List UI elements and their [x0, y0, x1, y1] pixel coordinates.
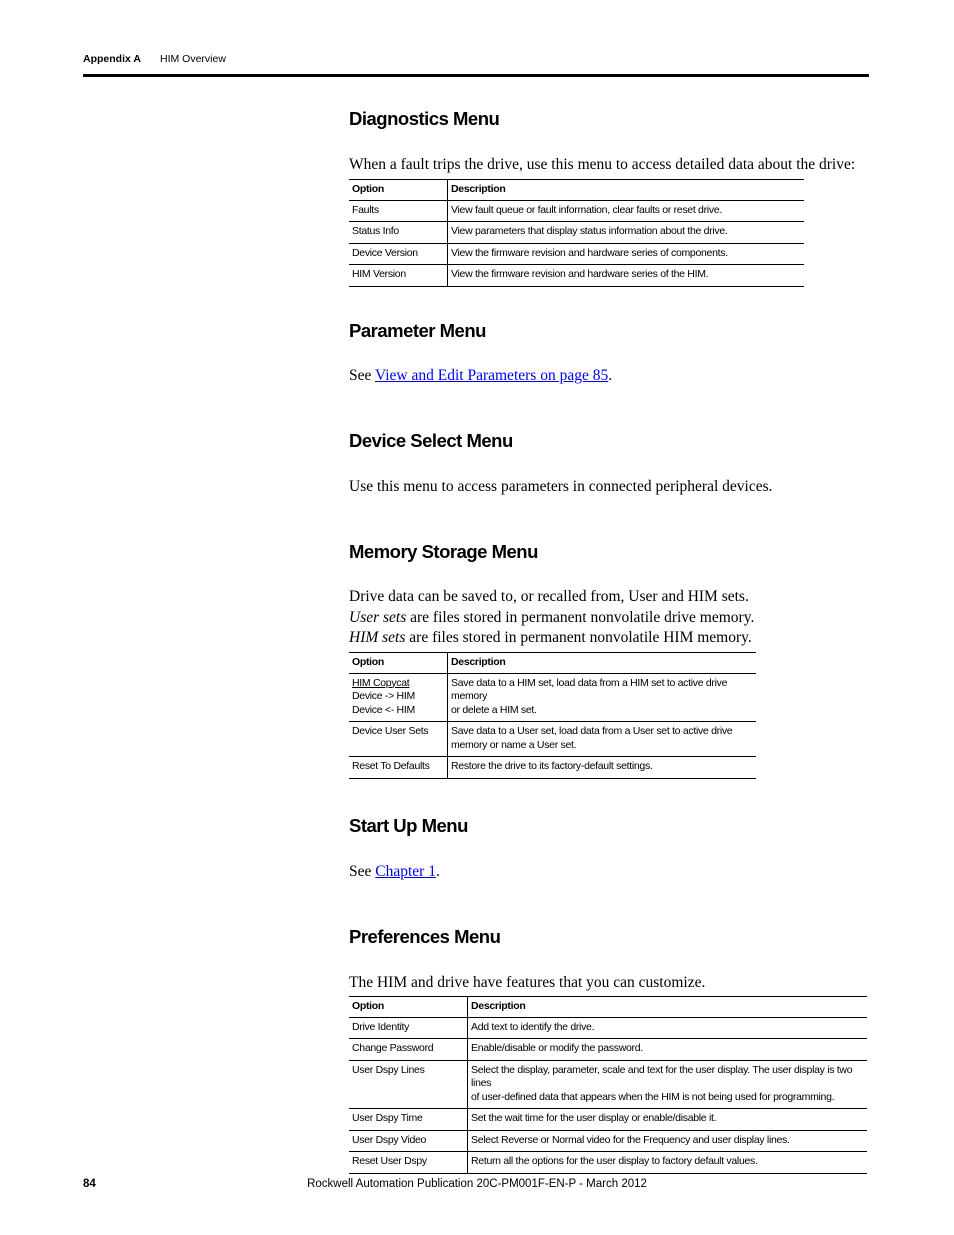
memory-line-3: are files stored in permanent nonvolatile HIM memory.	[405, 629, 752, 646]
description-cell: View the firmware revision and hardware series of the HIM.	[448, 265, 805, 287]
table-header-row	[349, 653, 756, 674]
description-line: Restore the drive to its factory-default settings.	[451, 760, 653, 772]
startup-end: .	[435, 863, 440, 880]
description-line: of user-defined data that appears when the HIM is not being used for programming.	[471, 1090, 835, 1103]
description-cell	[468, 1060, 868, 1109]
page-number: 84	[83, 1178, 96, 1190]
description-cell: View the firmware revision and hardware series of components.	[448, 243, 805, 265]
table-row	[349, 1060, 867, 1109]
diagnostics-heading: Diagnostics Menu	[349, 108, 500, 129]
table-row	[349, 200, 804, 222]
description-line: Set the wait time for the user display or enable/disable it.	[471, 1112, 717, 1124]
option-cell: User Dspy Lines	[349, 1060, 468, 1109]
description-line: Save data to a User set, load data from a User set to active drive	[451, 725, 733, 737]
parameter-text	[349, 366, 612, 387]
diagnostics-intro: When a fault trips the drive, use this menu to access detailed data about the drive:	[349, 156, 856, 173]
user-sets-term: User sets	[349, 608, 407, 626]
preferences-table	[349, 996, 867, 1174]
option-cell	[349, 757, 448, 779]
option-cell	[349, 722, 448, 757]
parameter-end: .	[608, 367, 613, 384]
table-row	[349, 243, 804, 265]
table-row	[349, 1152, 867, 1174]
option-cell: Drive Identity	[349, 1017, 468, 1039]
preferences-heading: Preferences Menu	[349, 926, 501, 947]
table-row	[349, 1109, 867, 1131]
table-header-row	[349, 997, 867, 1018]
option-line: Device <- HIM	[352, 703, 415, 716]
table-row	[349, 1039, 867, 1061]
memory-storage-heading: Memory Storage Menu	[349, 541, 538, 562]
table-row	[349, 265, 804, 287]
option-cell: Reset User Dspy	[349, 1152, 468, 1174]
him-sets-term: HIM sets	[349, 629, 406, 646]
preferences-intro: The HIM and drive have features that you can customize.	[349, 974, 706, 991]
description-cell	[448, 673, 757, 722]
description-cell	[448, 757, 757, 779]
startup-see: See	[349, 863, 376, 880]
chapter-1-link[interactable]: Chapter 1	[375, 863, 436, 880]
option-line: Reset To Defaults	[352, 760, 430, 772]
description-line: or delete a HIM set.	[451, 703, 537, 716]
option-cell	[349, 673, 448, 722]
table-header-row	[349, 180, 804, 201]
option-line: Device -> HIM	[352, 690, 415, 702]
column-header-option: Option	[349, 653, 448, 674]
diagnostics-table	[349, 179, 804, 287]
description-cell	[468, 1152, 868, 1174]
table-row	[349, 222, 804, 244]
table-row	[349, 1130, 867, 1152]
view-edit-parameters-link[interactable]: View and Edit Parameters on page 85	[374, 367, 609, 384]
option-cell: User Dspy Video	[349, 1130, 468, 1152]
table-row	[349, 757, 756, 779]
option-cell: Faults	[349, 200, 448, 222]
description-cell	[448, 722, 757, 757]
option-cell: Status Info	[349, 222, 448, 244]
start-up-text	[349, 862, 440, 883]
table-row	[349, 1017, 867, 1039]
option-cell: User Dspy Time	[349, 1109, 468, 1131]
option-cell: Device Version	[349, 243, 448, 265]
parameter-heading: Parameter Menu	[349, 320, 486, 341]
memory-line-2: are files stored in permanent nonvolatile drive memory.	[406, 608, 755, 626]
memory-line-1: Drive data can be saved to, or recalled from, User and HIM sets.	[349, 588, 749, 605]
memory-storage-text	[349, 587, 754, 649]
column-header-description: Description	[468, 997, 868, 1018]
parameter-see: See	[349, 367, 375, 384]
header-title: HIM Overview	[160, 53, 226, 65]
memory-storage-table	[349, 652, 756, 779]
description-line: Return all the options for the user display to factory default values.	[471, 1155, 758, 1167]
header-appendix: Appendix A	[83, 53, 141, 65]
description-line: Save data to a HIM set, load data from a HIM set to active drive memory	[451, 676, 728, 702]
table-row	[349, 722, 756, 757]
description-line: Select Reverse or Normal video for the Frequency and user display lines.	[471, 1133, 790, 1146]
start-up-heading: Start Up Menu	[349, 815, 468, 836]
description-cell	[468, 1130, 868, 1152]
option-cell: HIM Version	[349, 265, 448, 287]
description-line: memory or name a User set.	[451, 738, 577, 751]
description-line: Enable/disable or modify the password.	[471, 1042, 643, 1054]
column-header-description: Description	[448, 180, 805, 201]
page-header	[83, 53, 226, 65]
description-line: Add text to identify the drive.	[471, 1020, 595, 1033]
description-line: Select the display, parameter, scale and text for the user display. The user display is two lines	[471, 1063, 853, 1089]
description-cell: View parameters that display status information about the drive.	[448, 222, 805, 244]
option-cell: Change Password	[349, 1039, 468, 1061]
column-header-option: Option	[349, 180, 448, 201]
publication-info: Rockwell Automation Publication 20C-PM001F-EN-P - March 2012	[307, 1178, 647, 1190]
description-cell	[468, 1109, 868, 1131]
header-rule	[83, 74, 869, 77]
column-header-description: Description	[448, 653, 757, 674]
column-header-option: Option	[349, 997, 468, 1018]
option-line: Device User Sets	[352, 725, 429, 737]
description-cell: View fault queue or fault information, clear faults or reset drive.	[448, 200, 805, 222]
description-cell	[468, 1039, 868, 1061]
device-select-heading: Device Select Menu	[349, 430, 513, 451]
table-row	[349, 673, 756, 722]
device-select-text: Use this menu to access parameters in connected peripheral devices.	[349, 478, 773, 495]
him-copycat-option[interactable]: HIM Copycat	[352, 676, 410, 689]
description-cell	[468, 1017, 868, 1039]
